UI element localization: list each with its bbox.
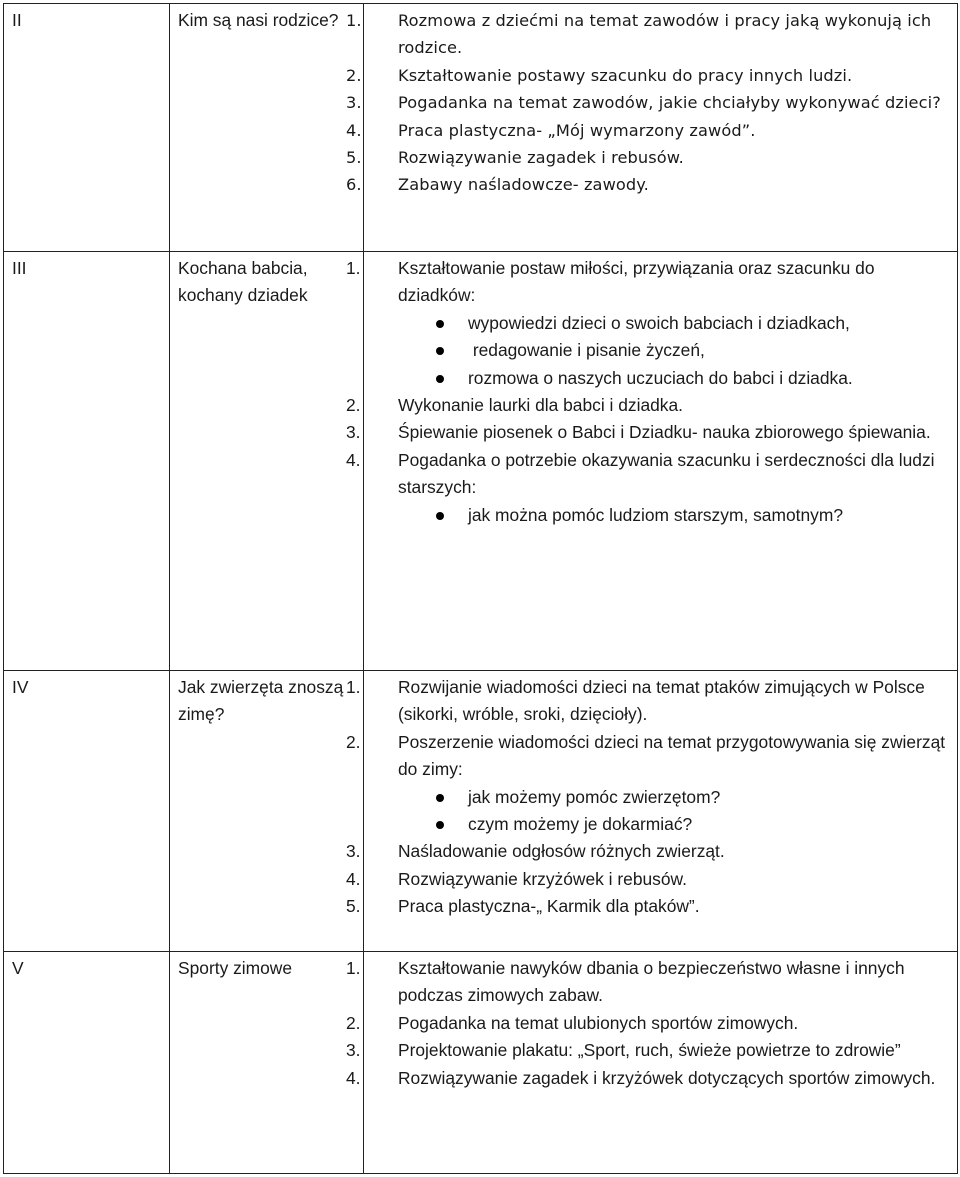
table-row	[4, 252, 958, 671]
bullet-item: rozmowa o naszych uczuciach do babci i dziadka.	[372, 365, 951, 392]
topic-cell	[170, 671, 364, 952]
list-item: 3. Pogadanka na temat zawodów, jakie chciałyby wykonywać dzieci?	[346, 93, 941, 113]
list-item: 4. Pogadanka o potrzebie okazywania szacunku i serdeczności dla ludzi starszych:	[346, 449, 935, 498]
list-item: 5. Praca plastyczna-„ Karmik dla ptaków”.	[346, 896, 700, 917]
table-row	[4, 671, 958, 952]
list-item: 6. Zabawy naśladowcze- zawody.	[346, 175, 649, 195]
list-item: 1. Rozwijanie wiadomości dzieci na temat ptaków zimujących w Polsce (sikorki, wróble, sroki, dzięcioły).	[346, 677, 925, 725]
table-row	[4, 952, 958, 1174]
bullet-icon	[436, 794, 444, 802]
list-item: 1. Rozmowa z dziećmi na temat zawodów i pracy jaką wykonują ich rodzice.	[346, 11, 932, 58]
topic-cell	[170, 252, 364, 671]
roman-numeral: IV	[12, 677, 29, 697]
row-number	[4, 952, 170, 1174]
row-number	[4, 4, 170, 252]
activities-cell	[346, 252, 958, 671]
activities-cell	[346, 952, 958, 1174]
activities-cell	[346, 4, 958, 252]
roman-numeral: III	[12, 258, 27, 278]
list-item: 4. Rozwiązywanie krzyżówek i rebusów.	[346, 868, 687, 889]
topic-title: Sporty zimowe	[178, 958, 293, 978]
row-number	[4, 671, 170, 952]
bullet-icon	[436, 821, 444, 829]
bullet-icon	[436, 375, 444, 383]
list-item: 5. Rozwiązywanie zagadek i rebusów.	[346, 148, 684, 168]
list-item: 2. Pogadanka na temat ulubionych sportów zimowych.	[346, 1012, 799, 1033]
topic-cell	[170, 952, 364, 1174]
list-item: 3. Naśladowanie odgłosów różnych zwierząt.	[346, 841, 725, 862]
list-item: 1. Kształtowanie nawyków dbania o bezpieczeństwo własne i innych podczas zimowych zabaw.	[346, 958, 905, 1006]
roman-numeral: II	[12, 10, 22, 30]
list-item: 4. Rozwiązywanie zagadek i krzyżówek dotyczących sportów zimowych.	[346, 1067, 936, 1088]
list-item: 2. Kształtowanie postawy szacunku do pracy innych ludzi.	[346, 65, 853, 85]
activities-cell	[346, 671, 958, 952]
bullet-item: wypowiedzi dzieci o swoich babciach i dziadkach,	[372, 310, 951, 337]
bullet-icon	[436, 320, 444, 328]
topic-title: Jak zwierzęta znoszą zimę?	[178, 677, 344, 725]
bullet-item: jak możemy pomóc zwierzętom?	[372, 784, 951, 811]
topic-cell	[170, 4, 364, 252]
row-number	[4, 252, 170, 671]
roman-numeral: V	[12, 958, 24, 978]
topic-title: Kim są nasi rodzice?	[178, 10, 339, 30]
list-item: 2. Wykonanie laurki dla babci i dziadka.	[346, 395, 684, 416]
program-table	[3, 3, 958, 1174]
bullet-item: czym możemy je dokarmiać?	[372, 811, 951, 838]
list-item: 1. Kształtowanie postaw miłości, przywiązania oraz szacunku do dziadków:	[346, 258, 875, 306]
bullet-item: jak można pomóc ludziom starszym, samotnym?	[372, 502, 951, 529]
bullet-item: redagowanie i pisanie życzeń,	[372, 337, 951, 364]
list-item: 3. Projektowanie plakatu: „Sport, ruch, świeże powietrze to zdrowie”	[346, 1040, 901, 1061]
bullet-icon	[436, 347, 444, 355]
table-row	[4, 4, 958, 252]
list-item: 2. Poszerzenie wiadomości dzieci na temat przygotowywania się zwierząt do zimy:	[346, 731, 946, 780]
list-item: 4. Praca plastyczna- „Mój wymarzony zawód”.	[346, 120, 756, 140]
list-item: 3. Śpiewanie piosenek o Babci i Dziadku- nauka zbiorowego śpiewania.	[346, 422, 931, 443]
topic-title: Kochana babcia, kochany dziadek	[178, 258, 308, 306]
bullet-icon	[436, 512, 444, 520]
